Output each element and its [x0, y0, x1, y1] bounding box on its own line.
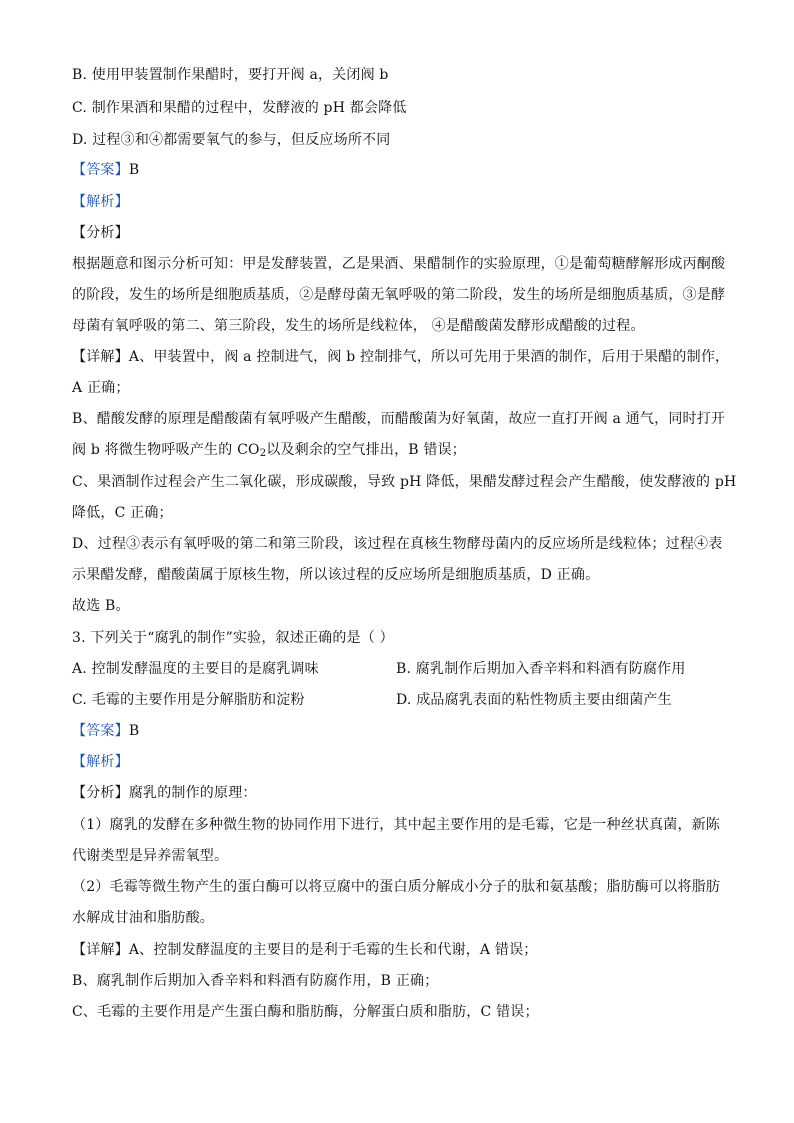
option-d-line: D. 过程③和④都需要氧气的参与，但反应场所不同	[72, 132, 391, 148]
detail-text: 阀 b 将微生物呼吸产生的 CO	[72, 442, 260, 458]
answer-value: B	[128, 162, 140, 178]
analysis-paragraph-line: 根据题意和图示分析可知：甲是发酵装置，乙是果酒、果醋制作的实验原理，①是葡萄糖酵解形成丙酮酸	[72, 256, 726, 272]
principle-line: 水解成甘油和脂肪酸。	[72, 910, 214, 926]
analysis-tag: 【解析】	[72, 754, 129, 770]
detail-text: A、控制发酵温度的主要目的是利于毛霉的生长和代谢，A 错误；	[128, 942, 538, 958]
detail-line: A 正确；	[72, 380, 130, 396]
detail-line	[72, 440, 466, 460]
fenxi-line-2	[72, 783, 257, 803]
analysis-paragraph-line: 母菌有氧呼吸的第二、第三阶段，发生的场所是线粒体， ④是醋酸菌发酵形成醋酸的过程。	[72, 318, 645, 334]
detail-text: A、甲装置中，阀 a 控制进气，阀 b 控制排气，所以可先用于果酒的制作，后用于果醋的制作，	[128, 349, 730, 365]
principle-line: （2）毛霉等微生物产生的蛋白酶可以将豆腐中的蛋白质分解成小分子的肽和氨基酸；脂肪酶可以将脂肪	[72, 879, 721, 895]
principle-line: （1）腐乳的发酵在多种微生物的协同作用下进行，其中起主要作用的是毛霉，它是一种丝状真菌，新陈	[72, 817, 721, 833]
detail-line: B、醋酸发酵的原理是醋酸菌有氧呼吸产生醋酸，而醋酸菌为好氧菌，故应一直打开阀 a 通气，同时打开	[72, 411, 726, 427]
answer-value: B	[128, 723, 140, 739]
question-3-option-a: A. 控制发酵温度的主要目的是腐乳调味	[72, 661, 319, 677]
answer-line	[72, 160, 139, 180]
analysis-heading	[72, 192, 129, 212]
answer-line-2	[72, 721, 139, 741]
answer-tag: 【答案】	[72, 162, 129, 178]
principle-line: 代谢类型是异养需氧型。	[72, 848, 229, 864]
detail-tag: 【详解】	[72, 942, 129, 958]
question-3-option-b: B. 腐乳制作后期加入香辛料和料酒有防腐作用	[396, 661, 686, 677]
detail-line-2: C、毛霉的主要作用是产生蛋白酶和脂肪酶，分解蛋白质和脂肪，C 错误；	[72, 1004, 539, 1020]
detail-line	[72, 347, 729, 367]
detail-text: 以及剩余的空气排出，B 错误；	[266, 442, 467, 458]
detail-line: D、过程③表示有氧呼吸的第二和第三阶段，该过程在真核生物酵母菌内的反应场所是线粒体；过程④表	[72, 536, 723, 552]
question-3-option-c: C. 毛霉的主要作用是分解脂肪和淀粉	[72, 692, 305, 708]
detail-line-2: B、腐乳制作后期加入香辛料和料酒有防腐作用，B 正确；	[72, 973, 439, 989]
analysis-paragraph-line: 的阶段，发生的场所是细胞质基质，②是酵母菌无氧呼吸的第二阶段，发生的场所是细胞质基质，③是酵	[72, 287, 726, 303]
question-3-stem: 3. 下列关于“腐乳的制作”实验，叙述正确的是（ ）	[72, 630, 394, 646]
answer-tag: 【答案】	[72, 723, 129, 739]
detail-line-2	[72, 940, 537, 960]
analysis-tag: 【解析】	[72, 194, 129, 210]
detail-line: 示果醋发酵，醋酸菌属于原核生物，所以该过程的反应场所是细胞质基质，D 正确。	[72, 567, 600, 583]
fenxi-text: 腐乳的制作的原理：	[128, 785, 257, 801]
option-b-line: B. 使用甲装置制作果醋时，要打开阀 a，关闭阀 b	[72, 67, 389, 83]
detail-line: C、果酒制作过程会产生二氧化碳，形成碳酸，导致 pH 降低，果醋发酵过程会产生醋酸，使发酵液的 pH	[72, 474, 737, 490]
detail-line: 降低，C 正确；	[72, 505, 173, 521]
fenxi-tag: 【分析】	[72, 225, 129, 241]
fenxi-tag: 【分析】	[72, 785, 129, 801]
subscript-2: 2	[259, 448, 267, 459]
detail-tag: 【详解】	[72, 349, 129, 365]
fenxi-heading	[72, 223, 129, 243]
conclusion-line: 故选 B。	[72, 598, 130, 614]
analysis-heading-2	[72, 752, 129, 772]
option-c-line: C. 制作果酒和果醋的过程中，发酵液的 pH 都会降低	[72, 100, 407, 116]
question-3-option-d: D. 成品腐乳表面的粘性物质主要由细菌产生	[396, 692, 672, 708]
